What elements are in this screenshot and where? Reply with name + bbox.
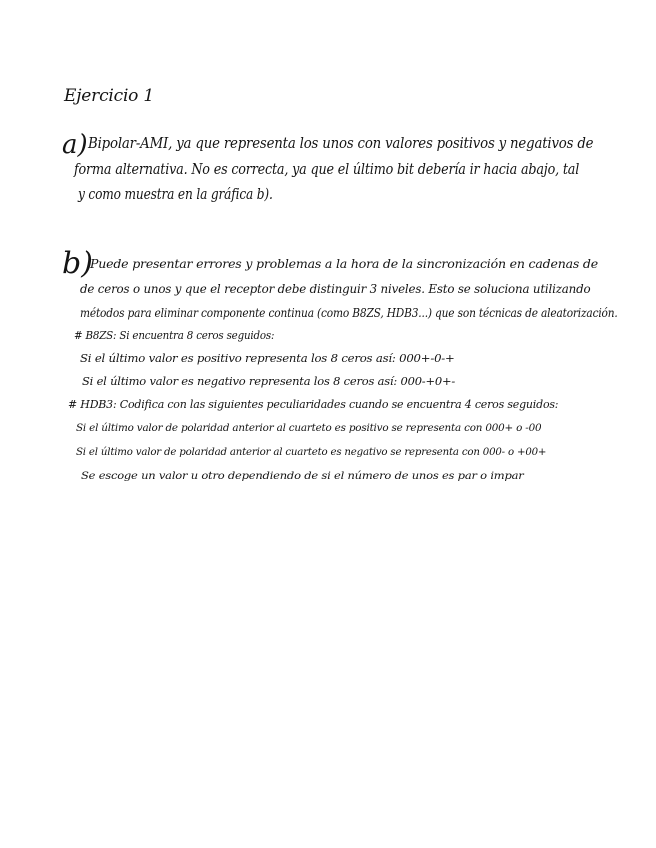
- section-a-line: forma alternativa. No es correcta, ya que el último bit debería ir hacia abajo, tal: [74, 162, 580, 178]
- b8zs-negative-rule: Si el último valor es negativo representa los 8 ceros así: 000-+0+-: [82, 375, 456, 388]
- hdb3-positive-rule: Si el último valor de polaridad anterior al cuarteto es positivo se representa con 000+ o -00: [76, 422, 542, 434]
- section-b-line: de ceros o unos y que el receptor debe distinguir 3 niveles. Esto se soluciona utilizando: [80, 281, 591, 296]
- exercise-title: Ejercicio 1: [64, 86, 155, 106]
- b8zs-positive-rule: Si el último valor es positivo representa los 8 ceros así: 000+-0-+: [80, 352, 455, 365]
- section-b-line: métodos para eliminar componente continua (como B8ZS, HDB3...) que son técnicas de aleatorización.: [80, 305, 618, 320]
- hdb3-heading: # HDB3: Codifica con las siguientes peculiaridades cuando se encuentra 4 ceros seguidos:: [68, 398, 559, 411]
- section-a-marker: a): [62, 130, 88, 160]
- hdb3-negative-rule: Si el último valor de polaridad anterior al cuarteto es negativo se representa con 000- o +00+: [76, 446, 547, 458]
- section-a-line: y como muestra en la gráfica b).: [78, 187, 273, 203]
- hdb3-choice-rule: Se escoge un valor u otro dependiendo de si el número de unos es par o impar: [81, 470, 524, 482]
- b8zs-heading: # B8ZS: Si encuentra 8 ceros seguidos:: [74, 329, 275, 342]
- section-b-marker: b): [62, 246, 93, 281]
- section-a-line: Bipolar-AMI, ya que representa los unos con valores positivos y negativos de: [88, 136, 594, 152]
- section-b-line: Puede presentar errores y problemas a la hora de la sincronización en cadenas de: [90, 256, 598, 271]
